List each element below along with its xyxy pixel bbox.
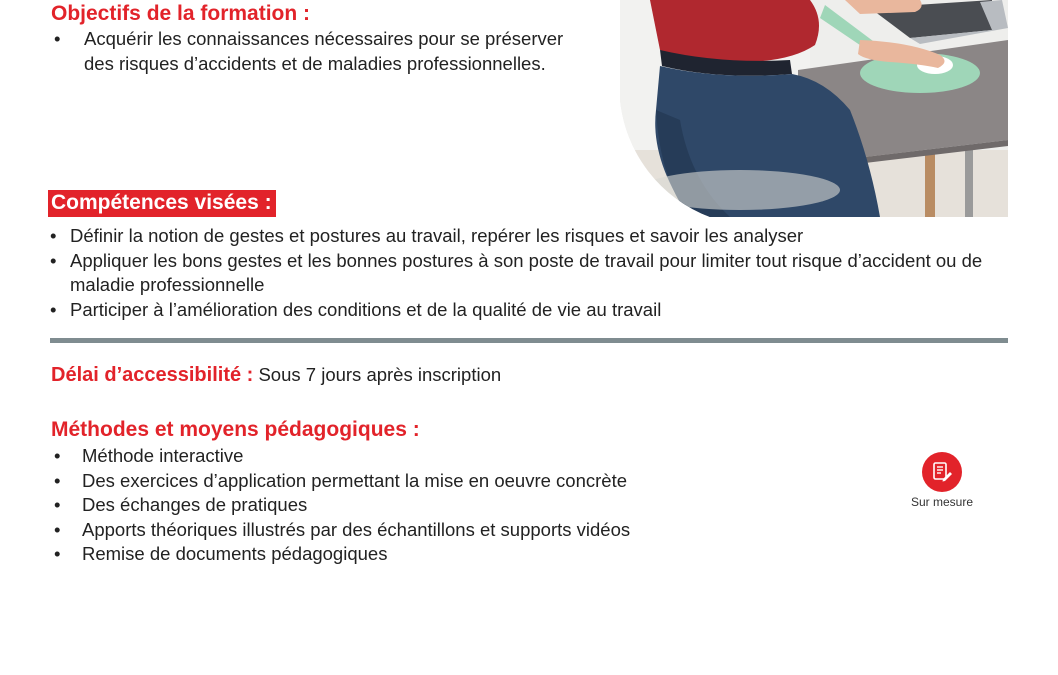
bullet-icon: •	[54, 445, 61, 466]
objectifs-heading: Objectifs de la formation :	[51, 2, 311, 25]
list-item	[54, 542, 854, 567]
sur-mesure-badge	[904, 452, 980, 509]
list-item-text: Des échanges de pratiques	[82, 494, 308, 515]
list-item	[50, 249, 985, 298]
methodes-heading: Méthodes et moyens pédagogiques :	[51, 418, 420, 441]
badge-circle	[922, 452, 962, 492]
hero-photo	[620, 0, 1008, 217]
list-item-text: Définir la notion de gestes et postures au travail, repérer les risques et savoir les analyser	[70, 225, 804, 246]
bullet-icon: •	[54, 543, 61, 564]
list-item-text: Appliquer les bons gestes et les bonnes postures à son poste de travail pour limiter tout risque d’accident ou de maladie professionnelle	[70, 249, 983, 295]
accessibilite-line	[51, 364, 501, 387]
bullet-icon: •	[54, 494, 61, 515]
list-item	[50, 224, 985, 249]
list-item	[54, 518, 854, 543]
list-item	[54, 469, 854, 494]
list-item	[50, 298, 985, 323]
methodes-list	[54, 444, 854, 567]
bullet-icon: •	[54, 28, 61, 49]
list-item	[54, 27, 564, 76]
accessibilite-value: Sous 7 jours après inscription	[258, 364, 502, 385]
bullet-icon: •	[50, 249, 57, 271]
list-item	[54, 444, 854, 469]
bullet-icon: •	[50, 225, 57, 246]
list-item-text: Participer à l’amélioration des conditions et de la qualité de vie au travail	[70, 298, 662, 320]
competences-list	[50, 224, 985, 322]
competences-heading: Compétences visées :	[48, 190, 276, 217]
bullet-icon: •	[50, 298, 57, 320]
list-item-text: Remise de documents pédagogiques	[82, 543, 388, 564]
list-item-text: Méthode interactive	[82, 445, 244, 466]
ergonomic-workstation-illustration	[620, 0, 1008, 217]
list-item-text: Apports théoriques illustrés par des échantillons et supports vidéos	[82, 518, 631, 540]
accessibilite-label: Délai d’accessibilité :	[51, 364, 254, 386]
objectifs-list	[54, 27, 564, 76]
section-divider	[50, 338, 1008, 343]
list-item-text: Des exercices d’application permettant la mise en oeuvre concrète	[82, 469, 628, 491]
bullet-icon: •	[54, 469, 61, 491]
list-item	[54, 493, 854, 518]
badge-label: Sur mesure	[910, 495, 974, 509]
bullet-icon: •	[54, 518, 61, 540]
list-item-text: Acquérir les connaissances nécessaires pour se préserver des risques d’accidents et de maladies professionnelles.	[84, 28, 564, 74]
document-edit-icon	[931, 461, 953, 483]
